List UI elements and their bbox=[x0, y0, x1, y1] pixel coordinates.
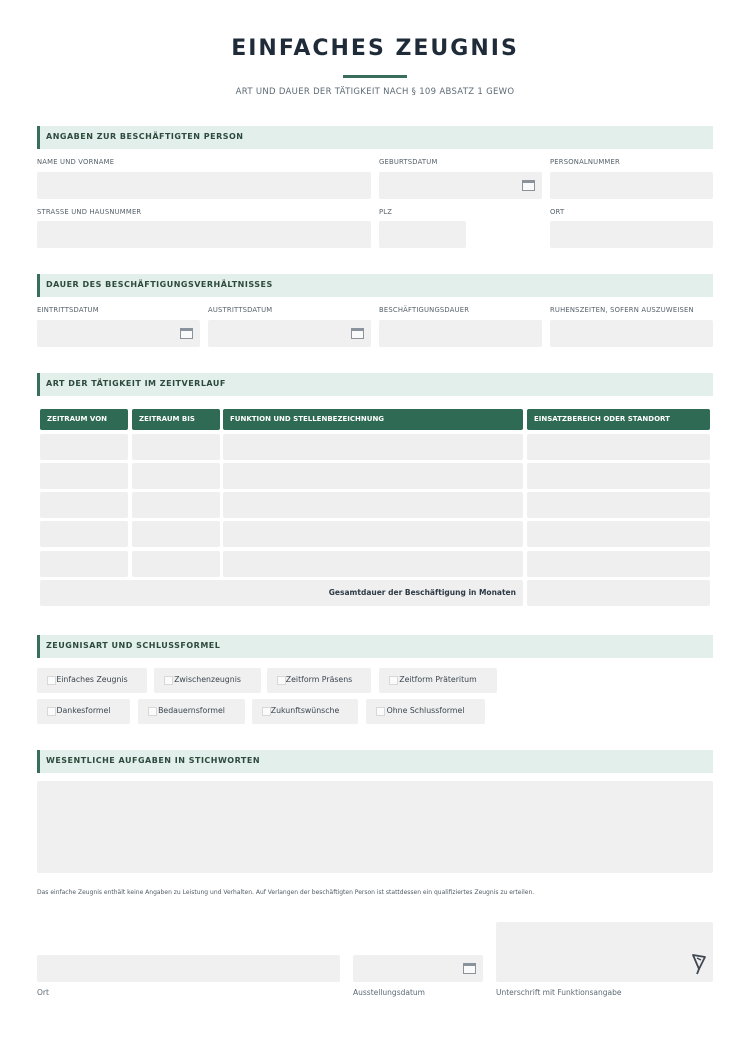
table-cell[interactable] bbox=[40, 434, 128, 460]
table-cell[interactable] bbox=[527, 463, 710, 489]
section-title: DAUER DES BESCHÄFTIGUNGSVERHÄLTNISSES bbox=[46, 280, 273, 289]
issue-date-label: Ausstellungsdatum bbox=[353, 988, 425, 997]
birthdate-label: GEBURTSDATUM bbox=[379, 158, 438, 166]
table-cell[interactable] bbox=[527, 492, 710, 518]
section-title: WESENTLICHE AUFGABEN IN STICHWORTEN bbox=[46, 756, 261, 765]
employment-duration-field[interactable] bbox=[379, 320, 542, 347]
end-date-label: AUSTRITTSDATUM bbox=[208, 306, 273, 314]
place-label: Ort bbox=[37, 988, 49, 997]
name-label: NAME UND VORNAME bbox=[37, 158, 115, 166]
signature-field[interactable] bbox=[496, 922, 713, 982]
zip-label: PLZ bbox=[379, 208, 393, 216]
street-field[interactable] bbox=[37, 221, 371, 248]
table-cell[interactable] bbox=[40, 463, 128, 489]
signature-label: Unterschrift mit Funktionsangabe bbox=[496, 988, 622, 997]
table-cell[interactable] bbox=[40, 551, 128, 577]
table-cell[interactable] bbox=[132, 521, 220, 547]
street-label: STRASSE UND HAUSNUMMER bbox=[37, 208, 142, 216]
table-cell[interactable] bbox=[527, 434, 710, 460]
checkbox-dankesformel[interactable]: Dankesformel bbox=[37, 699, 130, 724]
section-header-tasks bbox=[37, 750, 713, 773]
section-title: ANGABEN ZUR BESCHÄFTIGTEN PERSON bbox=[46, 132, 244, 141]
title-divider bbox=[343, 75, 407, 78]
legal-note: Das einfache Zeugnis enthält keine Angaben zu Leistung und Verhalten. Auf Verlangen der beschäftigten Person ist stattdessen ein qualifiziertes Zeugnis zu erteilen. bbox=[37, 889, 535, 896]
page-subtitle: ART UND DAUER DER TÄTIGKEIT NACH § 109 ABSATZ 1 GEWO bbox=[235, 87, 515, 97]
calendar-icon[interactable] bbox=[522, 180, 535, 191]
table-cell[interactable] bbox=[132, 551, 220, 577]
table-cell[interactable] bbox=[132, 463, 220, 489]
name-field[interactable] bbox=[37, 172, 371, 199]
checkbox-ohne-schlussformel[interactable]: Ohne Schlussformel bbox=[366, 699, 485, 724]
section-title: ZEUGNISART UND SCHLUSSFORMEL bbox=[46, 641, 221, 650]
city-field[interactable] bbox=[550, 221, 713, 248]
table-cell[interactable] bbox=[40, 492, 128, 518]
checkbox-bedauernsformel[interactable]: Bedauernsformel bbox=[138, 699, 245, 724]
table-cell[interactable] bbox=[527, 521, 710, 547]
calendar-icon[interactable] bbox=[180, 328, 193, 339]
checkbox-zukunftswuensche[interactable]: Zukunftswünsche bbox=[252, 699, 358, 724]
zip-field[interactable] bbox=[379, 221, 466, 248]
place-field[interactable] bbox=[37, 955, 340, 982]
issue-date-field[interactable] bbox=[353, 955, 483, 982]
calendar-icon[interactable] bbox=[351, 328, 364, 339]
section-header-duration bbox=[37, 274, 713, 297]
column-header-location: EINSATZBEREICH ODER STANDORT bbox=[527, 409, 710, 430]
personnel-number-field[interactable] bbox=[550, 172, 713, 199]
section-header-person bbox=[37, 126, 713, 149]
section-title: ART DER TÄTIGKEIT IM ZEITVERLAUF bbox=[46, 379, 226, 388]
table-cell[interactable] bbox=[223, 463, 523, 489]
calendar-icon[interactable] bbox=[463, 963, 476, 974]
checkbox-einfaches-zeugnis[interactable]: Einfaches Zeugnis bbox=[37, 668, 147, 693]
column-header-period-from: ZEITRAUM VON bbox=[40, 409, 128, 430]
rest-periods-label: RUHENSZEITEN, SOFERN AUSZUWEISEN bbox=[550, 306, 694, 314]
checkbox-zeitform-praesens[interactable]: Zeitform Präsens bbox=[267, 668, 371, 693]
start-date-label: EINTRITTSDATUM bbox=[37, 306, 99, 314]
table-cell[interactable] bbox=[223, 551, 523, 577]
column-header-function: FUNKTION UND STELLENBEZEICHNUNG bbox=[223, 409, 523, 430]
checkbox-zeitform-praeteritum[interactable]: Zeitform Präteritum bbox=[379, 668, 497, 693]
total-duration-label: Gesamtdauer der Beschäftigung in Monaten bbox=[328, 588, 516, 597]
page-title: EINFACHES ZEUGNIS bbox=[231, 36, 519, 61]
pen-icon bbox=[691, 953, 707, 975]
table-cell[interactable] bbox=[132, 492, 220, 518]
city-label: ORT bbox=[550, 208, 565, 216]
end-date-field[interactable] bbox=[208, 320, 371, 347]
checkbox-zwischenzeugnis[interactable]: Zwischenzeugnis bbox=[154, 668, 261, 693]
table-cell[interactable] bbox=[223, 521, 523, 547]
personnel-number-label: PERSONALNUMMER bbox=[550, 158, 620, 166]
employment-duration-label: BESCHÄFTIGUNGSDAUER bbox=[379, 306, 470, 314]
rest-periods-field[interactable] bbox=[550, 320, 713, 347]
total-duration-field[interactable] bbox=[527, 580, 710, 606]
table-cell[interactable] bbox=[132, 434, 220, 460]
start-date-field[interactable] bbox=[37, 320, 200, 347]
table-cell[interactable] bbox=[223, 492, 523, 518]
total-duration-row bbox=[40, 580, 523, 606]
tasks-textarea[interactable] bbox=[37, 781, 713, 873]
table-cell[interactable] bbox=[527, 551, 710, 577]
birthdate-field[interactable] bbox=[379, 172, 542, 199]
section-header-certificate-type bbox=[37, 635, 713, 658]
table-cell[interactable] bbox=[40, 521, 128, 547]
table-cell[interactable] bbox=[223, 434, 523, 460]
column-header-period-to: ZEITRAUM BIS bbox=[132, 409, 220, 430]
section-header-activity bbox=[37, 373, 713, 396]
